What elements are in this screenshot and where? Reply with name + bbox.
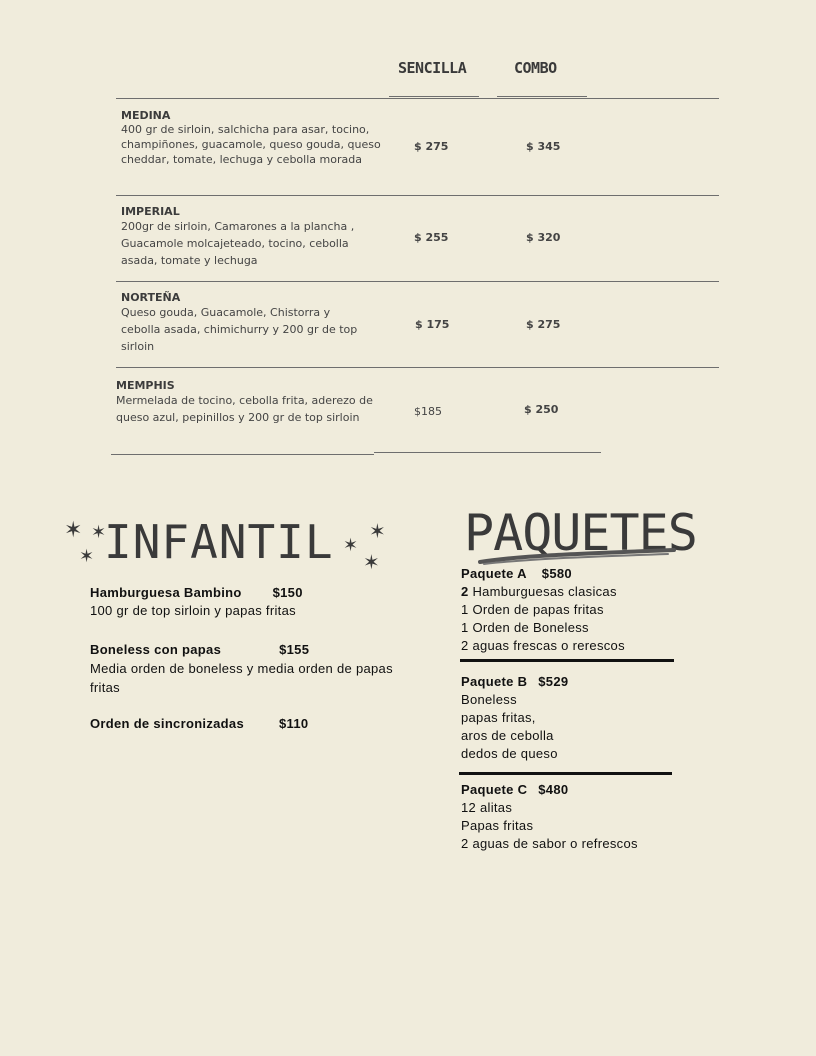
burger-description: Mermelada de tocino, cebolla frita, aderezo de queso azul, pepinillos y 200 gr de top sirloin — [116, 394, 373, 424]
burger-name: NORTEÑA — [121, 291, 181, 304]
pack-line: Boneless — [461, 692, 517, 707]
infantil-item — [90, 715, 410, 733]
pack-quantity: 2 — [461, 584, 469, 599]
pack-price: $580 — [541, 566, 572, 581]
burger-row-imperial — [121, 205, 381, 269]
table-divider — [116, 98, 719, 99]
table-divider — [116, 281, 719, 282]
star-icon: ✶ — [91, 522, 107, 543]
price-sencilla: $ 255 — [414, 231, 449, 244]
burger-row-nortena — [121, 291, 371, 355]
burger-row-medina — [121, 109, 381, 167]
table-divider — [374, 452, 601, 453]
pack-line: 2 aguas frescas o rerescos — [461, 638, 625, 653]
section-divider — [460, 659, 674, 662]
pack-line: 12 alitas — [461, 800, 513, 815]
item-name: Boneless con papas — [90, 642, 222, 657]
star-icon: ✶ — [64, 518, 83, 543]
pack-line: 1 Orden de Boneless — [461, 620, 589, 635]
pack-price: $480 — [538, 782, 569, 797]
pack-line: aros de cebolla — [461, 728, 554, 743]
column-header-sencilla: SENCILLA — [398, 59, 467, 77]
item-description: 100 gr de top sirloin y papas fritas — [90, 603, 296, 618]
section-divider — [459, 772, 672, 775]
pack-line: dedos de queso — [461, 746, 558, 761]
paquete-b — [461, 673, 691, 763]
table-divider — [111, 454, 374, 455]
price-sencilla: $ 175 — [415, 318, 450, 331]
item-price: $110 — [278, 716, 309, 731]
burger-name: MEMPHIS — [116, 379, 175, 392]
pack-name: Paquete A — [461, 566, 527, 581]
pack-line: Papas fritas — [461, 818, 534, 833]
burger-name: IMPERIAL — [121, 205, 180, 218]
price-sencilla: $ 275 — [414, 140, 449, 153]
table-divider — [116, 195, 719, 196]
infantil-title: INFANTIL — [104, 515, 334, 569]
infantil-item — [90, 640, 410, 697]
item-price: $155 — [279, 642, 310, 657]
header-underline — [389, 96, 479, 97]
pack-line: 1 Orden de papas fritas — [461, 602, 604, 617]
pack-price: $529 — [538, 674, 569, 689]
pack-line: 2 aguas de sabor o refrescos — [461, 836, 638, 851]
burger-row-memphis — [116, 379, 376, 426]
burger-description: 400 gr de sirloin, salchicha para asar, tocino, champiñones, guacamole, queso gouda, queso cheddar, tomate, lechuga y cebolla morada — [121, 123, 381, 166]
burger-description: 200gr de sirloin, Camarones a la plancha , Guacamole molcajeteado, tocino, cebolla asada, tomate y lechuga — [121, 220, 355, 267]
header-underline — [497, 96, 587, 97]
table-divider — [116, 367, 719, 368]
star-icon: ✶ — [343, 535, 359, 556]
burger-name: MEDINA — [121, 109, 171, 122]
price-combo: $ 345 — [526, 140, 561, 153]
price-combo: $ 250 — [524, 403, 559, 416]
item-name: Hamburguesa Bambino — [90, 585, 242, 600]
column-header-combo: COMBO — [514, 59, 557, 77]
star-icon: ✶ — [369, 519, 386, 543]
paquete-c — [461, 781, 691, 853]
pack-line: papas fritas, — [461, 710, 536, 725]
pack-name: Paquete B — [461, 674, 528, 689]
pack-line: Hamburguesas clasicas — [472, 584, 617, 599]
paquete-a — [461, 565, 691, 655]
price-sencilla: $185 — [414, 405, 442, 418]
star-icon: ✶ — [363, 550, 380, 574]
infantil-item — [90, 584, 410, 620]
item-price: $150 — [272, 585, 303, 600]
burger-description: Queso gouda, Guacamole, Chistorra y cebolla asada, chimichurry y 200 gr de top sirloin — [121, 306, 358, 353]
price-combo: $ 275 — [526, 318, 561, 331]
item-name: Orden de sincronizadas — [90, 716, 244, 731]
paquetes-title: PAQUETES — [464, 504, 697, 562]
star-icon: ✶ — [79, 546, 95, 567]
price-combo: $ 320 — [526, 231, 561, 244]
item-description: Media orden de boneless y media orden de papas fritas — [90, 661, 393, 695]
pack-name: Paquete C — [461, 782, 528, 797]
